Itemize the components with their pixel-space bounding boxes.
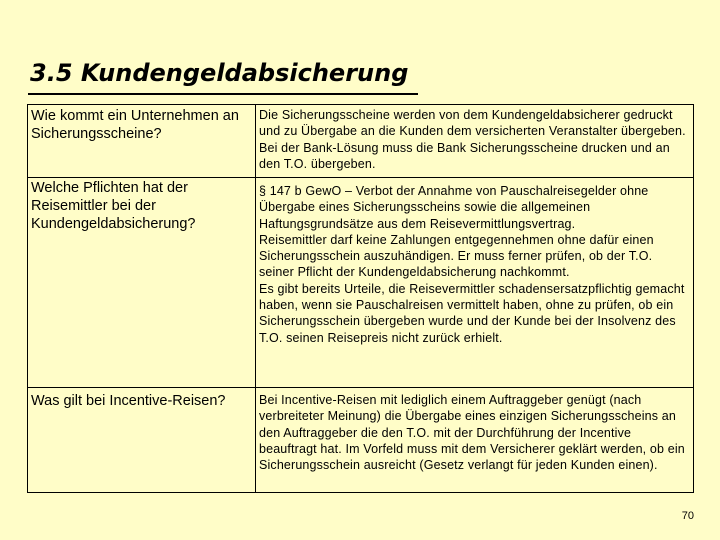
answer-cell <box>256 388 694 493</box>
question-cell: Wie kommt ein Unternehmen an Sicherungsscheine? <box>28 105 256 178</box>
answer-cell <box>256 105 694 178</box>
answer-cell <box>256 178 694 388</box>
answer-paragraph: Reisemittler darf keine Zahlungen entgegennehmen ohne dafür einen Sicherungsschein auszuhändigen. Er muss ferner prüfen, ob der T.O. seiner Pflicht der Kundengeldabsicherung nachkommt. <box>259 232 654 280</box>
title-underline <box>28 93 418 95</box>
answer-paragraph: Die Sicherungsscheine werden von dem Kundengeldabsicherer gedruckt und zu Übergabe an die Kunden dem versicherten Veranstalter übergeben. Bei der Bank-Lösung muss die Bank Sicherungsscheine drucken und an den T.O. übergeben. <box>259 108 686 171</box>
qa-table <box>27 104 694 493</box>
answer-paragraph: § 147 b GewO – Verbot der Annahme von Pauschalreisegelder ohne Übergabe eines Sicherungsscheins sowie die allgemeinen Haftungsgrundsätze aus dem Reisevermittlungsvertrag. <box>259 184 649 231</box>
page-number: 70 <box>681 510 694 522</box>
table-row <box>28 388 694 493</box>
question-cell: Welche Pflichten hat der Reisemittler bei der Kundengeldabsicherung? <box>28 178 256 388</box>
answer-paragraph: Es gibt bereits Urteile, die Reisevermittler schadensersatzpflichtig gemacht haben, wenn sie Pauschalreisen vermittelt haben, ohne zu prüfen, ob ein Sicherungsschein übergeben wurde und der Kunde bei der Insolvenz des T.O. seinen Reisepreis nicht zurück erhielt. <box>259 281 685 345</box>
table-row <box>28 178 694 388</box>
slide-title: 3.5 Kundengeldabsicherung <box>30 59 409 87</box>
answer-paragraph: Bei Incentive-Reisen mit lediglich einem Auftraggeber genügt (nach verbreiteter Meinung) die Übergabe eines einzigen Sicherungsscheins an den Auftraggeber die den T.O. mit der Durchführung der Incentive beauftragt hat. Im Vorfeld muss mit dem Versicherer geklärt werden, ob ein Sicherungsschein ausreicht (Gesetz verlangt für jeden Kunden einen). <box>259 393 685 473</box>
table-row <box>28 105 694 178</box>
question-cell: Was gilt bei Incentive-Reisen? <box>28 388 256 493</box>
